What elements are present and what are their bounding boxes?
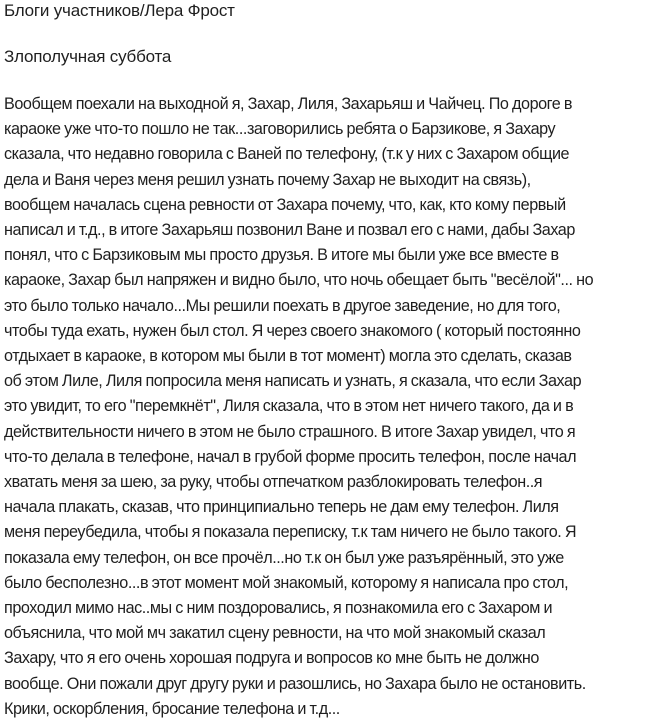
post-body-line: действительности ничего в этом не было страшного. В итоге Захар увидел, что я xyxy=(4,422,576,441)
post-body-line: вообщем началась сцена ревности от Захара почему, что, как, кто кому первый xyxy=(4,195,566,214)
post-body-line: было бесполезно...в этот момент мой знакомый, которому я написала про стол, xyxy=(4,573,569,592)
post-body-line: отдыхает в караоке, в котором мы были в тот момент) могла это сделать, сказав xyxy=(4,347,572,366)
post-body-line: начала плакать, сказав, что принципиально теперь не дам ему телефон. Лиля xyxy=(4,498,559,517)
post-body-line: хватать меня за шею, за руку, чтобы отпечатком разблокировать телефон..я xyxy=(4,473,543,492)
post-body-line: дела и Ваня через меня решил узнать почему Захар не выходит на связь), xyxy=(4,170,531,189)
post-body-line: об этом Лиле, Лиля попросила меня написать и узнать, я сказала, что если Захар xyxy=(4,372,582,391)
post-body-line: проходил мимо нас..мы с ним поздоровались, я познакомила его с Захаром и xyxy=(4,599,553,618)
post-body-line: это было только начало...Мы решили поехать в другое заведение, но для того, xyxy=(4,296,561,315)
post-body-line: понял, что с Барзиковым мы просто друзья. В итоге мы были уже все вместе в xyxy=(4,246,559,265)
post-body-line: Крики, оскорбления, бросание телефона и т.д... xyxy=(4,699,340,718)
post-body-line: чтобы туда ехать, нужен был стол. Я через своего знакомого ( который постоянно xyxy=(4,321,581,340)
post-body-line: написал и т.д., в итоге Захарьяш позвонил Ване и позвал его с нами, дабы Захар xyxy=(4,221,575,240)
post-body-line: что-то делала в телефоне, начал в грубой форме просить телефон, после начал xyxy=(4,447,577,466)
post-title: Злополучная суббота xyxy=(4,47,172,66)
post-body-line: Вообщем поехали на выходной я, Захар, Лиля, Захарьяш и Чайчец. По дороге в xyxy=(4,95,573,113)
post-body-line: караоке уже что-то пошло не так...заговорились ребята о Барзикове, я Захару xyxy=(4,120,556,139)
post-body-line: вообще. Они пожали друг другу руки и разошлись, но Захара было не остановить. xyxy=(4,674,586,693)
post-body-line: объяснила, что мой мч закатил сцену ревности, на что мой знакомый сказал xyxy=(4,624,546,643)
post-body-line: это увидит, то его "перемкнёт", Лиля сказала, что в этом нет ничего такого, да и в xyxy=(4,397,574,416)
post-body xyxy=(4,92,666,722)
post-body-line: караоке, Захар был напряжен и видно было, что ночь обещает быть "весёлой"... но xyxy=(4,271,594,290)
post-body-line: показала ему телефон, он все прочёл...но т.к он был уже разъярённый, это уже xyxy=(4,548,564,567)
post-body-line: Захару, что я его очень хорошая подруга и вопросов ко мне быть не должно xyxy=(4,649,539,668)
post-body-line: сказала, что недавно говорила с Ваней по телефону, (т.к у них с Захаром общие xyxy=(4,145,570,164)
post-body-line: меня переубедила, чтобы я показала переписку, т.к там ничего не было такого. Я xyxy=(4,523,577,542)
breadcrumb[interactable]: Блоги участников/Лера Фрост xyxy=(4,1,235,20)
